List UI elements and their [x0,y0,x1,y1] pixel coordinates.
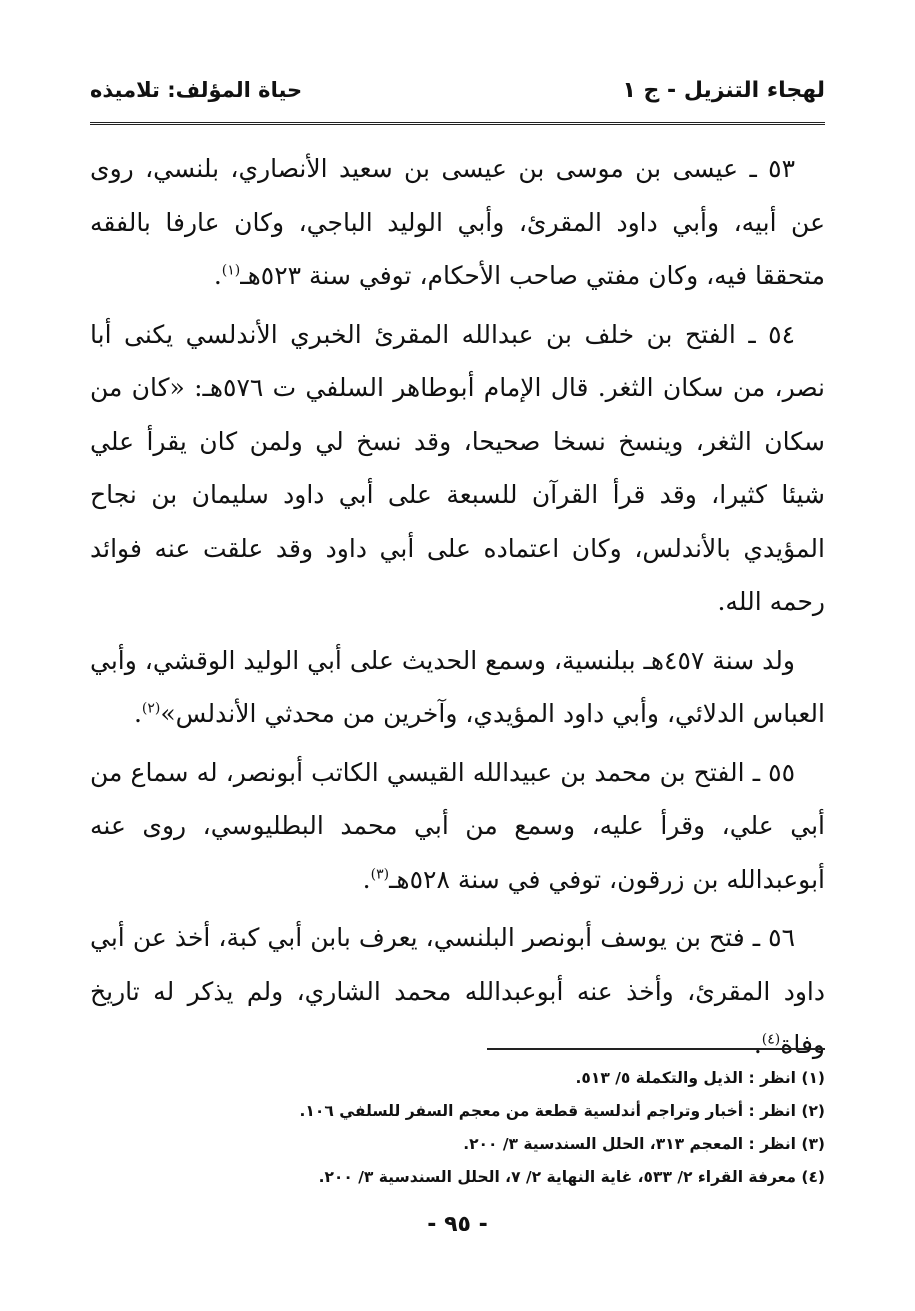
header-divider [90,122,825,125]
paragraph-end: . [213,261,222,290]
footnote-ref: (١) [221,262,241,279]
running-header [90,78,825,118]
paragraph-text: ٥٥ ـ الفتح بن محمد بن عبيدالله القيسي الكاتب أبونصر، له سماع من أبي علي، وقرأ عليه، وسمع من أبي محمد البطليوسي، روى عنه أبوعبدالله بن زرقون، توفي في سنة ٥٢٨هـ [90,757,825,894]
footnote-divider [487,1048,825,1050]
paragraph-text: ٥٣ ـ عيسى بن موسى بن عيسى بن سعيد الأنصاري، بلنسي، روى عن أبيه، وأبي داود المقرئ، وأبي الوليد الباجي، وكان عارفا بالفقه متحققا فيه، وكان مفتي صاحب الأحكام، توفي سنة ٥٢٣هـ [90,154,825,290]
entry-54-continued [90,634,825,741]
footnote-1: (١) انظر : الذيل والتكملة ٥/ ٥١٣. [575,1069,825,1087]
section-title: حياة المؤلف: تلاميذه [90,78,303,102]
footnote-ref: (٣) [370,866,390,883]
paragraph-end: . [362,864,371,894]
footnotes [90,1062,825,1194]
paragraph-text: ولد سنة ٤٥٧هـ ببلنسية، وسمع الحديث على أبي الوليد الوقشي، وأبي العباس الدلائي، وأبي داود المؤيدي، وآخرين من محدثي الأندلس» [90,645,825,728]
entry-53 [90,142,825,303]
footnote-3: (٣) انظر : المعجم ٣١٣، الحلل السندسية ٣/ ٢٠٠. [463,1135,825,1153]
footnote-2: (٢) انظر : أخبار وتراجم أندلسية قطعة من معجم السفر للسلفي ١٠٦. [299,1102,825,1120]
paragraph-end: . [753,1030,762,1059]
entry-55 [90,746,825,907]
paragraph-text: ٥٦ ـ فتح بن يوسف أبونصر البلنسي، يعرف بابن أبي كبة، أخذ عن أبي داود المقرئ، وأخذ عنه أبوعبدالله محمد الشاري، ولم يذكر له تاريخ وفاة [90,923,825,1059]
footnote-ref: (٢) [141,700,161,717]
main-text [90,142,825,1072]
paragraph-end: . [133,699,142,728]
footnote-4: (٤) معرفة القراء ٢/ ٥٣٣، غاية النهاية ٢/ ٧، الحلل السندسية ٣/ ٢٠٠. [318,1168,825,1186]
paragraph-text: ٥٤ ـ الفتح بن خلف بن عبدالله المقرئ الخبري الأندلسي يكنى أبا نصر، من سكان الثغر. قال الإمام أبوطاهر السلفي ت ٥٧٦هـ: «كان من سكان الثغر، وينسخ نسخا صحيحا، وقد نسخ لي ولمن كان يقرأ علي شيئا كثيرا، وقد قرأ القرآن للسبعة على أبي داود سليمان بن نجاح المؤيدي بالأندلس، وكان اعتماده على أبي داود وقد علقت عنه فوائد رحمه الله. [90,319,826,616]
page-number: - ٩٥ - [427,1212,488,1237]
entry-54 [90,308,825,629]
footnote-ref: (٤) [761,1031,781,1048]
book-title: لهجاء التنزيل - ج ١ [622,78,825,103]
